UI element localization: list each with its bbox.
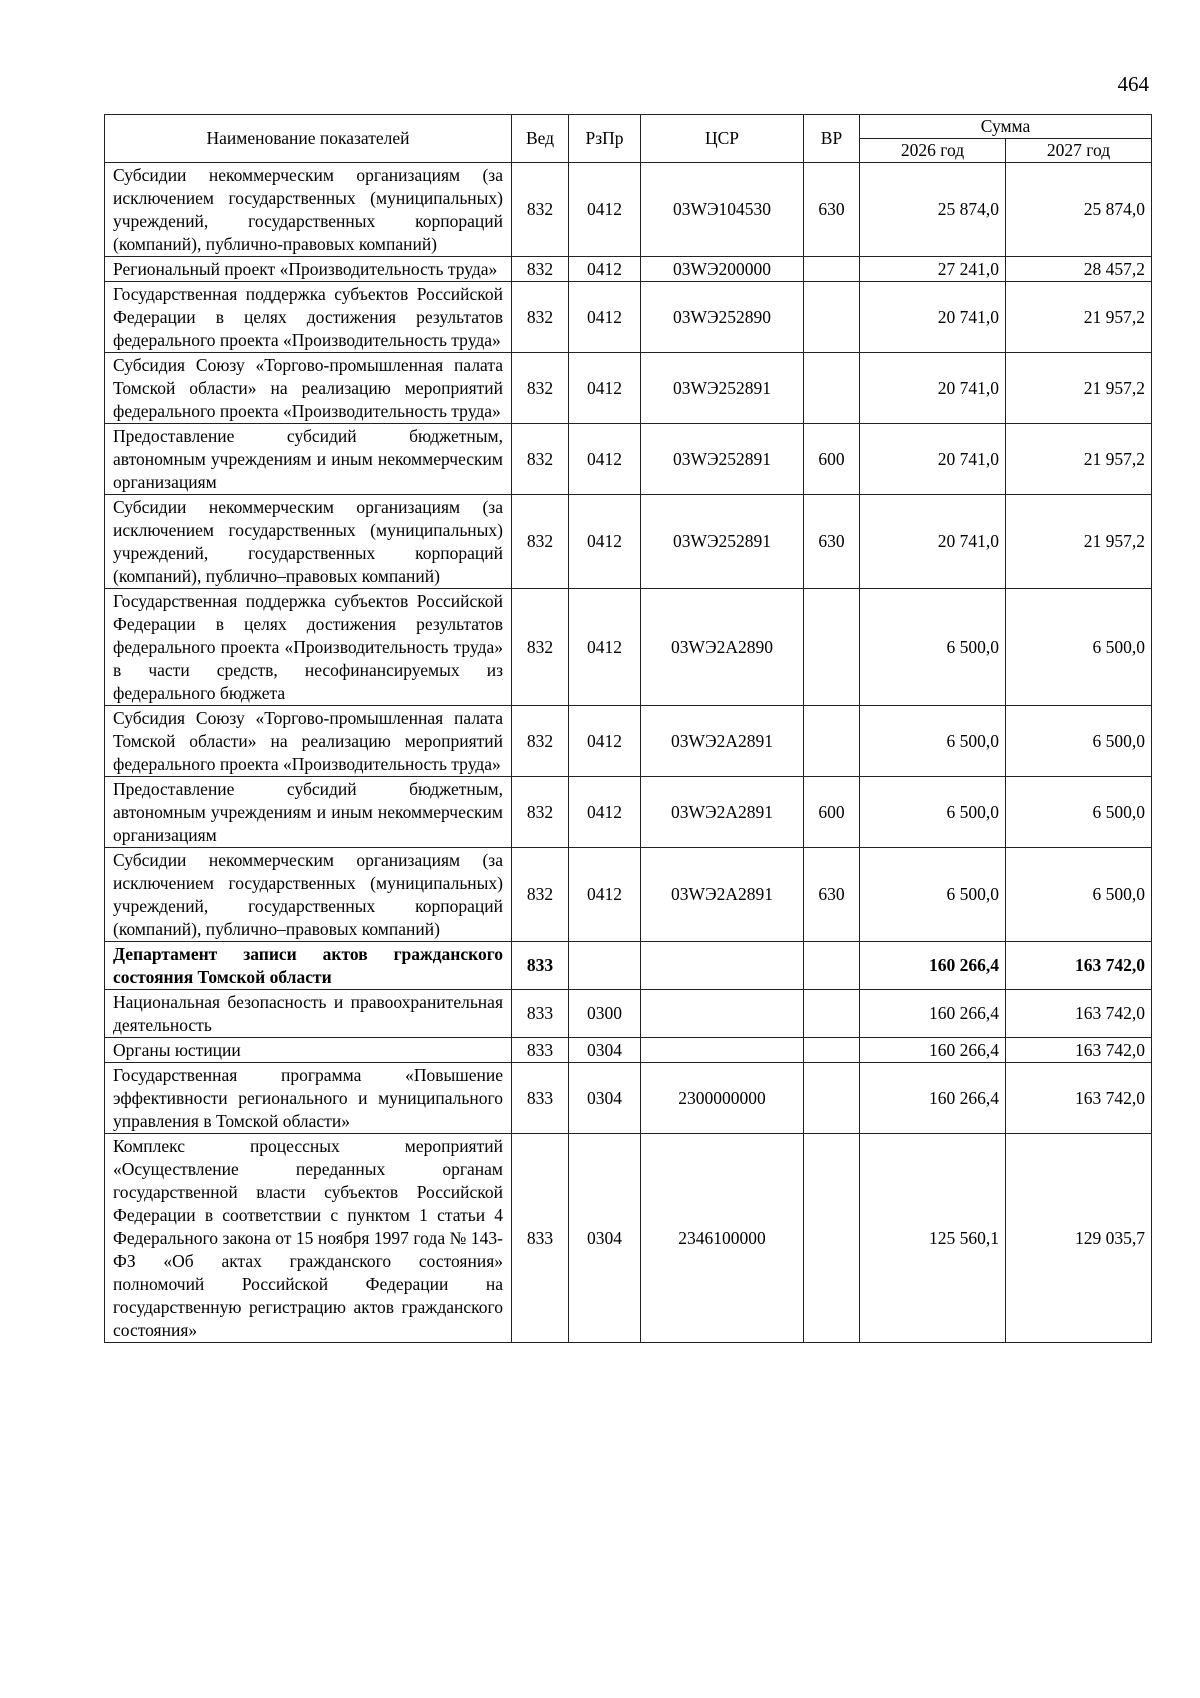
cell-sum-2027: 25 874,0	[1006, 163, 1152, 257]
cell-name: Государственная поддержка субъектов Российской Федерации в целях достижения результатов федерального проекта «Производительность труда» в части средств, несофинансируемых из федерального бюджета	[105, 589, 512, 706]
cell-rzpr: 0304	[569, 1038, 641, 1063]
table-row	[105, 777, 1152, 848]
header-rzpr: РзПр	[569, 115, 641, 163]
cell-csr	[641, 990, 804, 1038]
cell-csr: 03WЭ252891	[641, 495, 804, 589]
cell-rzpr: 0412	[569, 777, 641, 848]
header-name: Наименование показателей	[105, 115, 512, 163]
cell-ved: 832	[512, 353, 569, 424]
cell-rzpr: 0412	[569, 282, 641, 353]
table-row	[105, 990, 1152, 1038]
cell-sum-2027: 163 742,0	[1006, 1063, 1152, 1134]
table-row	[105, 942, 1152, 990]
cell-csr: 03WЭ2А2891	[641, 848, 804, 942]
cell-rzpr: 0412	[569, 163, 641, 257]
cell-sum-2026: 6 500,0	[860, 848, 1006, 942]
cell-vr	[804, 990, 860, 1038]
cell-sum-2027: 21 957,2	[1006, 282, 1152, 353]
cell-ved: 832	[512, 777, 569, 848]
cell-name: Субсидия Союзу «Торгово-промышленная палата Томской области» на реализацию мероприятий федерального проекта «Производительность труда»	[105, 353, 512, 424]
cell-sum-2026: 20 741,0	[860, 495, 1006, 589]
cell-rzpr	[569, 942, 641, 990]
table-row	[105, 706, 1152, 777]
cell-vr	[804, 257, 860, 282]
budget-table	[104, 114, 1152, 1343]
cell-name: Субсидия Союзу «Торгово-промышленная палата Томской области» на реализацию мероприятий федерального проекта «Производительность труда»	[105, 706, 512, 777]
cell-name: Региональный проект «Производительность труда»	[105, 257, 512, 282]
cell-csr: 03WЭ2А2890	[641, 589, 804, 706]
cell-vr	[804, 706, 860, 777]
cell-rzpr: 0412	[569, 589, 641, 706]
cell-ved: 832	[512, 163, 569, 257]
cell-sum-2027: 28 457,2	[1006, 257, 1152, 282]
cell-name: Государственная программа «Повышение эффективности регионального и муниципального управления в Томской области»	[105, 1063, 512, 1134]
table-row	[105, 1063, 1152, 1134]
cell-rzpr: 0304	[569, 1063, 641, 1134]
cell-ved: 832	[512, 282, 569, 353]
cell-csr: 2300000000	[641, 1063, 804, 1134]
cell-ved: 832	[512, 495, 569, 589]
table-row	[105, 163, 1152, 257]
cell-sum-2027: 6 500,0	[1006, 848, 1152, 942]
cell-name: Департамент записи актов гражданского состояния Томской области	[105, 942, 512, 990]
cell-name: Государственная поддержка субъектов Российской Федерации в целях достижения результатов федерального проекта «Производительность труда»	[105, 282, 512, 353]
table-row	[105, 257, 1152, 282]
cell-ved: 832	[512, 589, 569, 706]
cell-vr: 630	[804, 495, 860, 589]
header-csr: ЦСР	[641, 115, 804, 163]
table-header	[105, 115, 1152, 163]
cell-vr: 600	[804, 424, 860, 495]
cell-csr	[641, 942, 804, 990]
cell-sum-2026: 160 266,4	[860, 990, 1006, 1038]
cell-ved: 833	[512, 1038, 569, 1063]
cell-sum-2026: 160 266,4	[860, 1038, 1006, 1063]
cell-rzpr: 0412	[569, 353, 641, 424]
cell-sum-2026: 6 500,0	[860, 777, 1006, 848]
cell-csr: 03WЭ200000	[641, 257, 804, 282]
cell-name: Субсидии некоммерческим организациям (за исключением государственных (муниципальных) учреждений, государственных корпораций (компаний), публично-правовых компаний)	[105, 163, 512, 257]
cell-sum-2027: 6 500,0	[1006, 706, 1152, 777]
cell-vr: 600	[804, 777, 860, 848]
cell-rzpr: 0412	[569, 424, 641, 495]
cell-rzpr: 0412	[569, 495, 641, 589]
cell-sum-2027: 21 957,2	[1006, 424, 1152, 495]
cell-csr: 03WЭ252891	[641, 353, 804, 424]
cell-sum-2027: 6 500,0	[1006, 777, 1152, 848]
cell-vr	[804, 353, 860, 424]
header-vr: ВР	[804, 115, 860, 163]
cell-sum-2027: 163 742,0	[1006, 1038, 1152, 1063]
table-row	[105, 424, 1152, 495]
table-row	[105, 1134, 1152, 1343]
cell-sum-2026: 25 874,0	[860, 163, 1006, 257]
cell-rzpr: 0300	[569, 990, 641, 1038]
table-row	[105, 495, 1152, 589]
cell-sum-2027: 129 035,7	[1006, 1134, 1152, 1343]
cell-sum-2026: 27 241,0	[860, 257, 1006, 282]
table-row	[105, 353, 1152, 424]
table-row	[105, 282, 1152, 353]
cell-vr	[804, 942, 860, 990]
cell-vr	[804, 1063, 860, 1134]
cell-vr	[804, 1038, 860, 1063]
cell-ved: 832	[512, 706, 569, 777]
cell-name: Комплекс процессных мероприятий «Осуществление переданных органам государственной власти субъектов Российской Федерации в соответствии с пунктом 1 статьи 4 Федерального закона от 15 ноября 1997 года № 143-ФЗ «Об актах гражданского состояния» полномочий Российской Федерации на государственную регистрацию актов гражданского состояния»	[105, 1134, 512, 1343]
cell-name: Предоставление субсидий бюджетным, автономным учреждениям и иным некоммерческим организациям	[105, 424, 512, 495]
cell-name: Субсидии некоммерческим организациям (за исключением государственных (муниципальных) учреждений, государственных корпораций (компаний), публично–правовых компаний)	[105, 495, 512, 589]
table-row	[105, 1038, 1152, 1063]
table-body	[105, 163, 1152, 1343]
cell-rzpr: 0412	[569, 706, 641, 777]
cell-name: Субсидии некоммерческим организациям (за исключением государственных (муниципальных) учреждений, государственных корпораций (компаний), публично–правовых компаний)	[105, 848, 512, 942]
cell-ved: 832	[512, 257, 569, 282]
cell-sum-2026: 125 560,1	[860, 1134, 1006, 1343]
cell-ved: 833	[512, 1063, 569, 1134]
cell-sum-2026: 6 500,0	[860, 589, 1006, 706]
cell-sum-2027: 163 742,0	[1006, 942, 1152, 990]
cell-sum-2027: 21 957,2	[1006, 495, 1152, 589]
cell-sum-2027: 21 957,2	[1006, 353, 1152, 424]
cell-ved: 833	[512, 942, 569, 990]
cell-sum-2026: 20 741,0	[860, 424, 1006, 495]
cell-name: Органы юстиции	[105, 1038, 512, 1063]
cell-csr: 03WЭ2А2891	[641, 777, 804, 848]
cell-csr: 03WЭ104530	[641, 163, 804, 257]
table-row	[105, 848, 1152, 942]
header-ved: Вед	[512, 115, 569, 163]
cell-ved: 832	[512, 424, 569, 495]
cell-vr	[804, 282, 860, 353]
cell-sum-2027: 6 500,0	[1006, 589, 1152, 706]
table-row	[105, 589, 1152, 706]
cell-rzpr: 0304	[569, 1134, 641, 1343]
cell-vr	[804, 589, 860, 706]
cell-sum-2026: 20 741,0	[860, 353, 1006, 424]
cell-vr	[804, 1134, 860, 1343]
cell-rzpr: 0412	[569, 257, 641, 282]
cell-ved: 833	[512, 1134, 569, 1343]
cell-csr: 03WЭ252890	[641, 282, 804, 353]
cell-name: Национальная безопасность и правоохранительная деятельность	[105, 990, 512, 1038]
cell-name: Предоставление субсидий бюджетным, автономным учреждениям и иным некоммерческим организациям	[105, 777, 512, 848]
cell-vr: 630	[804, 163, 860, 257]
header-sum: Сумма	[860, 115, 1152, 139]
cell-csr	[641, 1038, 804, 1063]
cell-csr: 03WЭ2А2891	[641, 706, 804, 777]
cell-csr: 2346100000	[641, 1134, 804, 1343]
cell-rzpr: 0412	[569, 848, 641, 942]
cell-sum-2026: 160 266,4	[860, 942, 1006, 990]
cell-sum-2027: 163 742,0	[1006, 990, 1152, 1038]
cell-sum-2026: 6 500,0	[860, 706, 1006, 777]
page-number: 464	[1117, 72, 1149, 96]
cell-sum-2026: 20 741,0	[860, 282, 1006, 353]
header-year-2026: 2026 год	[860, 139, 1006, 163]
cell-ved: 833	[512, 990, 569, 1038]
cell-csr: 03WЭ252891	[641, 424, 804, 495]
cell-sum-2026: 160 266,4	[860, 1063, 1006, 1134]
cell-vr: 630	[804, 848, 860, 942]
header-year-2027: 2027 год	[1006, 139, 1152, 163]
cell-ved: 832	[512, 848, 569, 942]
